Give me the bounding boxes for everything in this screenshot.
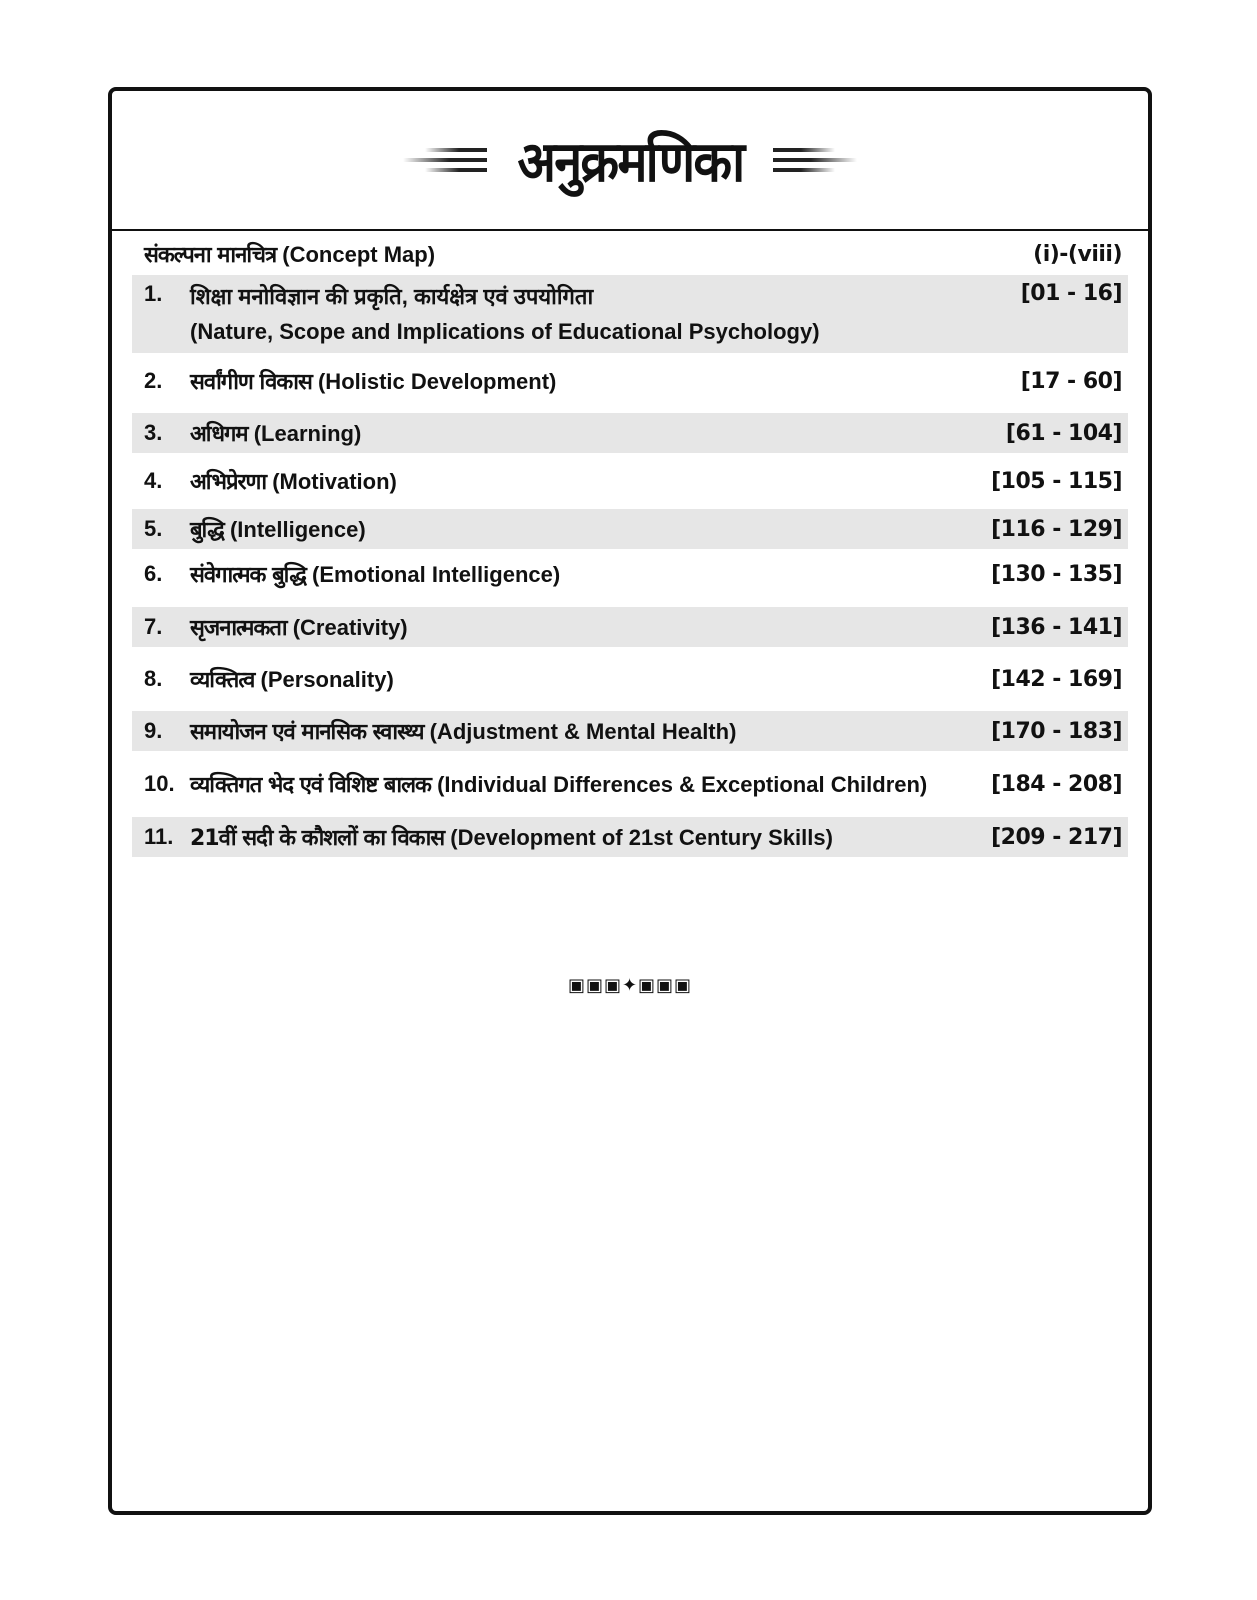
chapter-number: 3. <box>144 420 163 445</box>
chapter-title-english: (Emotional Intelligence) <box>312 562 561 587</box>
chapter-number: 6. <box>144 561 163 586</box>
page-range: [130 - 135] <box>991 561 1122 587</box>
toc-row-chapter-6[interactable] <box>132 549 1128 599</box>
chapter-title-hindi: अभिप्रेरणा <box>190 470 267 495</box>
speed-lines-left-icon <box>403 148 487 172</box>
chapter-title-hindi: व्यक्तिगत भेद एवं विशिष्ट बालक <box>190 773 431 798</box>
toc-row-chapter-10[interactable] <box>132 751 1128 817</box>
chapter-number: 11. <box>144 824 174 849</box>
page-range: [116 - 129] <box>991 516 1122 542</box>
chapter-number: 10. <box>144 771 175 796</box>
chapter-number: 1. <box>144 281 163 306</box>
chapter-title-hindi: व्यक्तित्व <box>190 668 255 693</box>
chapter-title-hindi: सृजनात्मकता <box>190 616 287 641</box>
chapter-title-english: (Adjustment & Mental Health) <box>429 719 737 744</box>
page-range: [142 - 169] <box>991 666 1122 692</box>
chapter-title-english: (Nature, Scope and Implications of Educational Psychology) <box>190 319 820 344</box>
toc-row-chapter-5[interactable] <box>132 509 1128 549</box>
page-title: अनुक्रमणिका <box>517 130 743 195</box>
chapter-title-hindi: अधिगम <box>190 422 248 447</box>
toc-row-chapter-9[interactable] <box>132 711 1128 751</box>
toc-row-chapter-4[interactable] <box>132 453 1128 509</box>
chapter-number: 9. <box>144 718 163 743</box>
chapter-title-hindi: बुद्धि <box>190 518 224 543</box>
chapter-title-english: (Motivation) <box>272 469 397 494</box>
label-english: (Concept Map) <box>282 242 436 267</box>
page-frame <box>108 87 1152 1515</box>
table-of-contents <box>132 235 1128 857</box>
label-hindi: संकल्पना मानचित्र <box>144 243 277 268</box>
chapter-title-english: (Holistic Development) <box>317 369 557 394</box>
page-range: [61 - 104] <box>1005 420 1122 446</box>
chapter-number: 4. <box>144 468 163 493</box>
page-range: [170 - 183] <box>991 718 1122 744</box>
toc-row-chapter-3[interactable] <box>132 413 1128 453</box>
page-range: [209 - 217] <box>991 824 1122 850</box>
chapter-title-english: (Individual Differences & Exceptional Children) <box>437 772 928 797</box>
speed-lines-right-icon <box>773 148 857 172</box>
chapter-number: 2. <box>144 368 163 393</box>
toc-row-chapter-8[interactable] <box>132 647 1128 711</box>
toc-row-chapter-1[interactable] <box>132 275 1128 353</box>
chapter-title-english: (Intelligence) <box>229 517 366 542</box>
title-banner <box>112 91 1148 231</box>
chapter-number: 5. <box>144 516 163 541</box>
toc-row-chapter-2[interactable] <box>132 355 1128 407</box>
chapter-title-hindi: संवेगात्मक बुद्धि <box>190 563 306 588</box>
page-range: [105 - 115] <box>991 468 1122 494</box>
chapter-title-english: (Learning) <box>253 421 362 446</box>
chapter-title-english: (Creativity) <box>292 615 408 640</box>
page-range: (i)-(viii) <box>1033 241 1122 267</box>
end-ornament-icon: ▣▣▣✦▣▣▣ <box>567 975 693 996</box>
toc-row-chapter-11[interactable] <box>132 817 1128 857</box>
chapter-title-hindi: सर्वांगीण विकास <box>190 370 312 395</box>
chapter-number: 7. <box>144 614 163 639</box>
toc-row-concept-map[interactable] <box>132 235 1128 273</box>
toc-row-chapter-7[interactable] <box>132 607 1128 647</box>
chapter-title-hindi: 21वीं सदी के कौशलों का विकास <box>190 826 445 851</box>
page-range: [136 - 141] <box>991 614 1122 640</box>
toc-label <box>144 239 1033 269</box>
page-range: [17 - 60] <box>1020 368 1122 394</box>
chapter-number: 8. <box>144 666 163 691</box>
page-range: [184 - 208] <box>991 771 1122 797</box>
chapter-title-hindi: समायोजन एवं मानसिक स्वास्थ्य <box>190 720 424 745</box>
chapter-title-english: (Development of 21st Century Skills) <box>450 825 833 850</box>
page-range: [01 - 16] <box>1020 281 1122 306</box>
chapter-title-hindi: शिक्षा मनोविज्ञान की प्रकृति, कार्यक्षेत्र एवं उपयोगिता <box>190 284 594 309</box>
chapter-title-english: (Personality) <box>260 667 394 692</box>
